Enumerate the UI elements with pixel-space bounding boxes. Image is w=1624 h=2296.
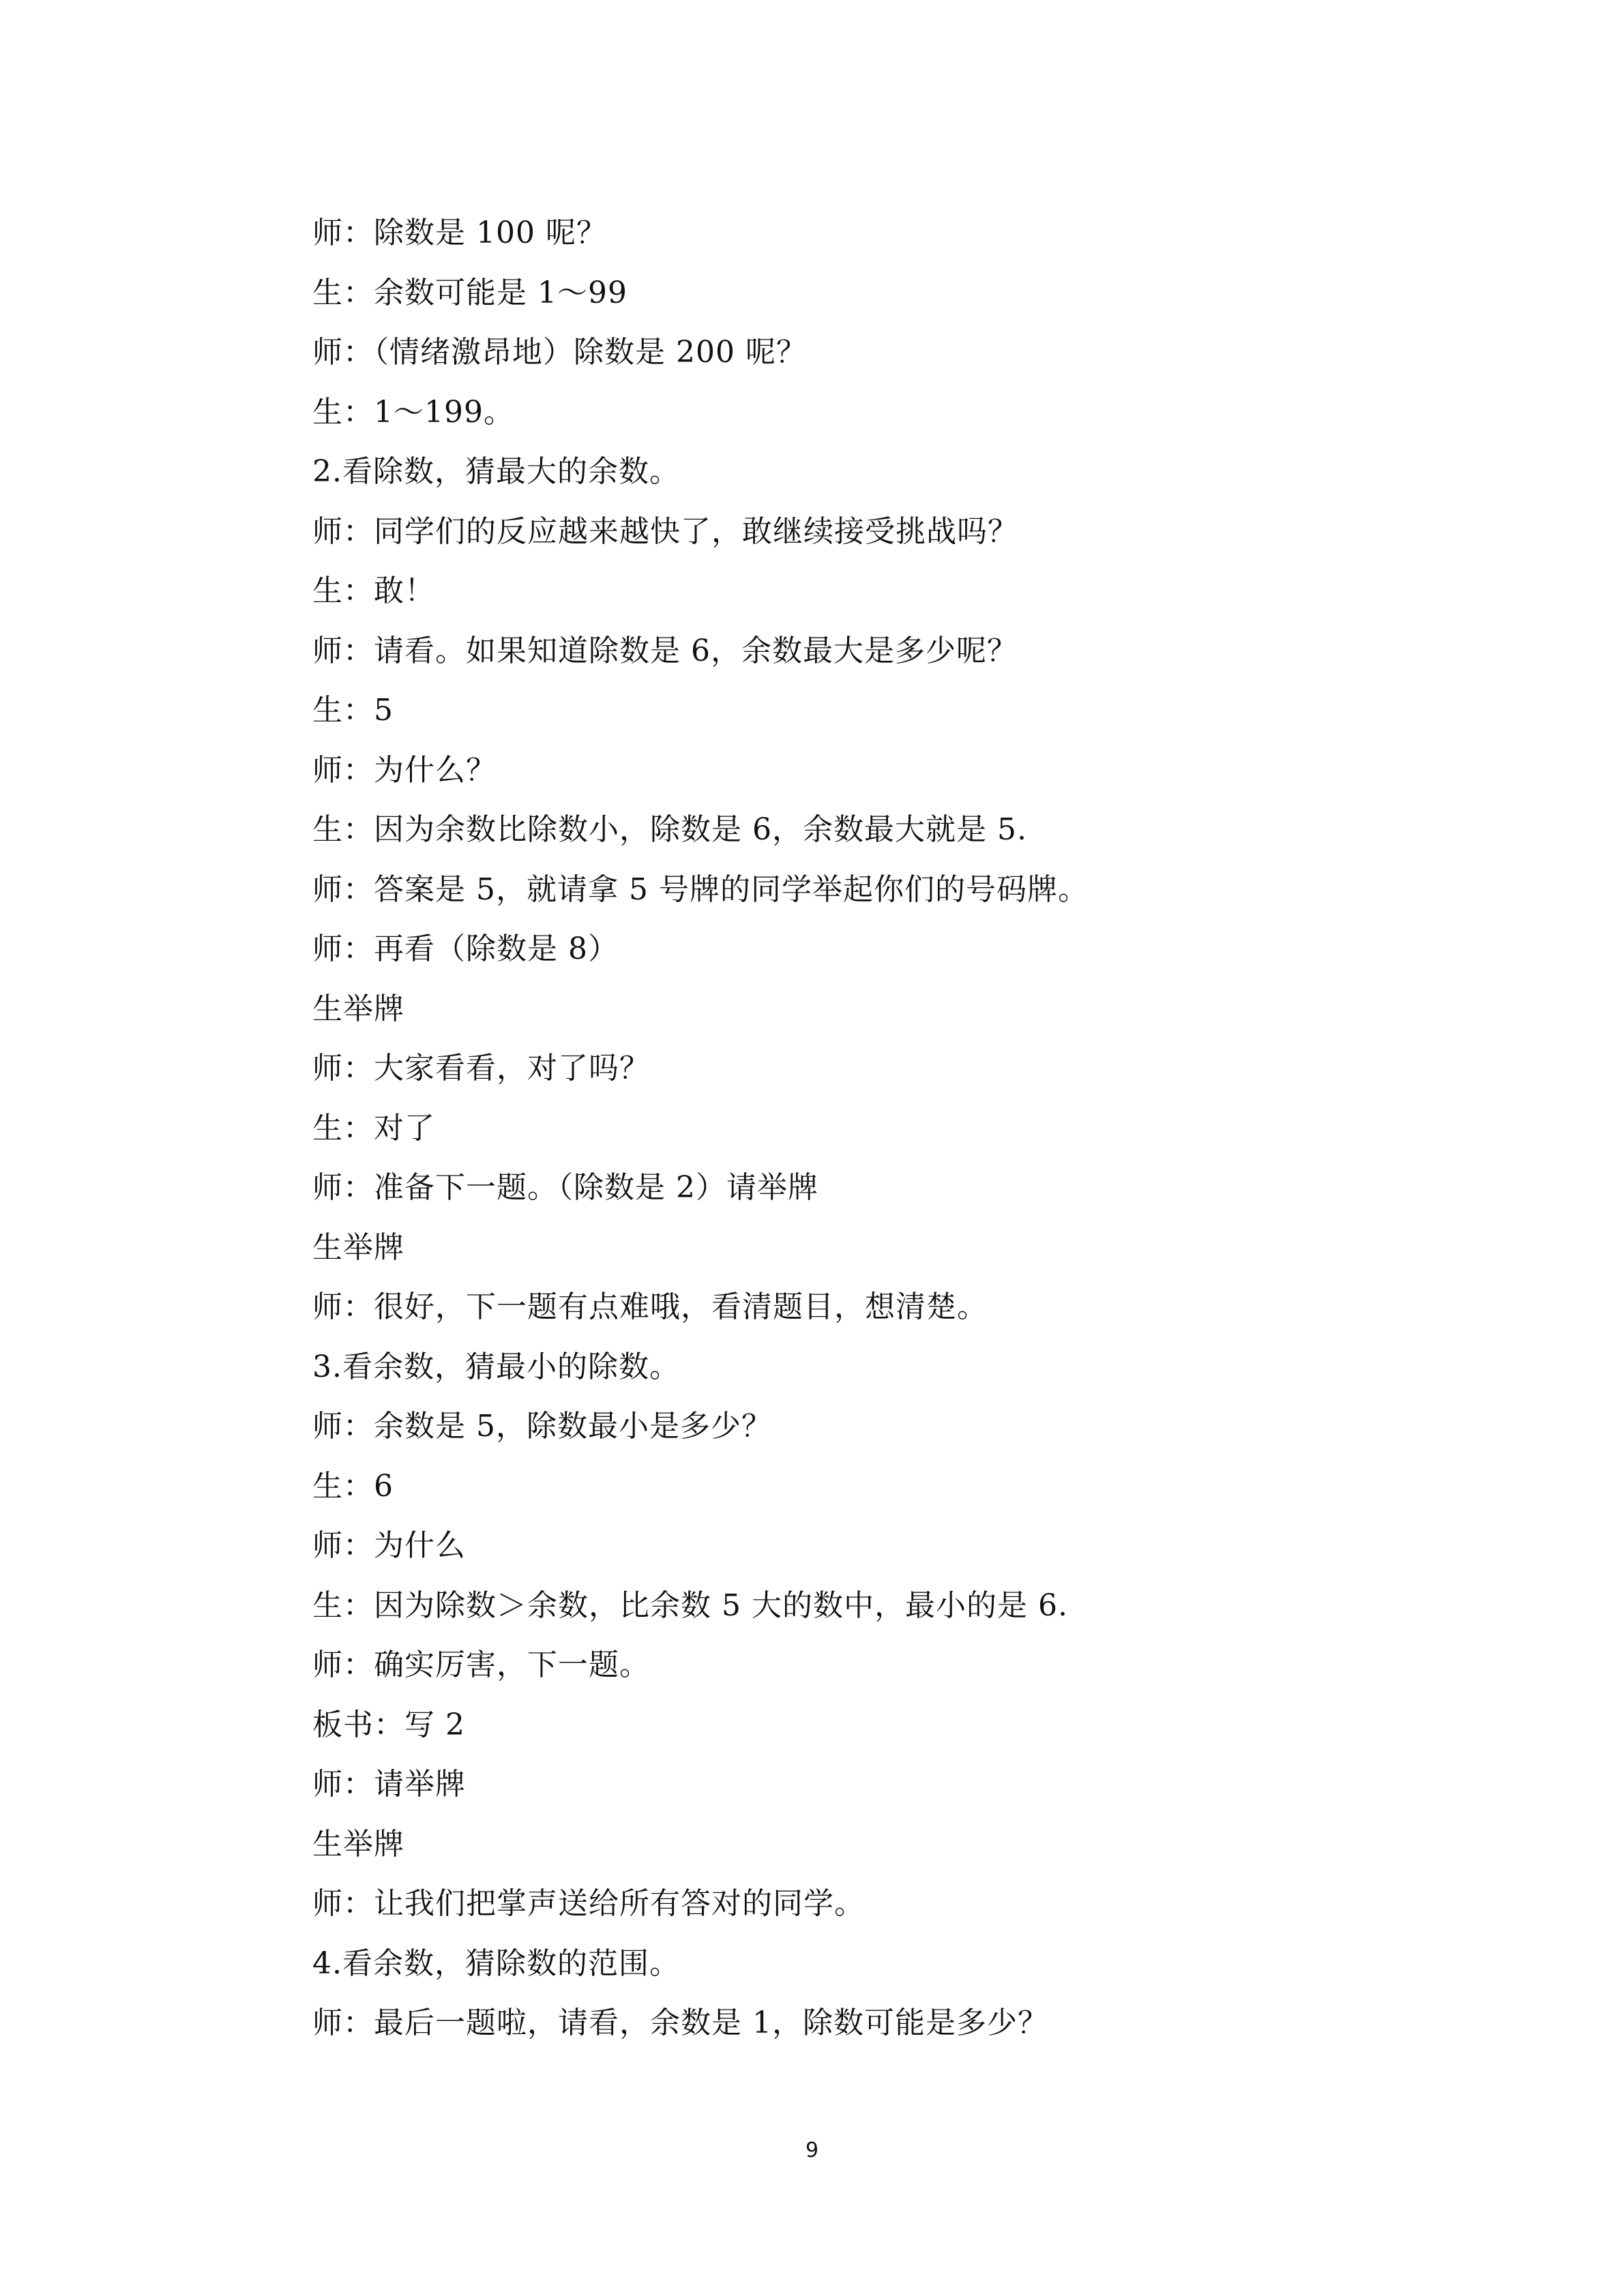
dialogue-line: 师：很好，下一题有点难哦，看清题目，想清楚。	[312, 1289, 988, 1324]
dialogue-line: 生：对了	[312, 1110, 435, 1146]
dialogue-line: 师：为什么？	[312, 752, 497, 788]
document-body	[312, 213, 1472, 2063]
dialogue-line: 师：大家看看，对了吗？	[312, 1051, 650, 1086]
dialogue-line: 师：（情绪激昂地）除数是 200 呢？	[312, 335, 807, 370]
dialogue-line: 生：因为余数比除数小，除数是 6，余数最大就是 5.	[312, 812, 1027, 847]
section-heading: 4.看余数，猜除数的范围。	[312, 1945, 680, 1981]
dialogue-line: 师：准备下一题。（除数是 2）请举牌	[312, 1170, 818, 1205]
stage-direction: 生举牌	[312, 1229, 404, 1265]
dialogue-line: 师：让我们把掌声送给所有答对的同学。	[312, 1886, 865, 1921]
dialogue-line: 师：同学们的反应越来越快了，敢继续接受挑战吗？	[312, 513, 1018, 549]
dialogue-line: 生：1～199。	[312, 394, 514, 430]
dialogue-line: 师：再看（除数是 8）	[312, 931, 619, 966]
dialogue-line: 师：请举牌	[312, 1767, 466, 1802]
dialogue-line: 生：敢！	[312, 573, 435, 608]
dialogue-line: 师：余数是 5，除数最小是多少？	[312, 1409, 772, 1444]
stage-direction: 生举牌	[312, 1826, 404, 1862]
dialogue-line: 生：因为除数＞余数，比余数 5 大的数中，最小的是 6.	[312, 1587, 1068, 1623]
board-note: 板书：写 2	[312, 1707, 465, 1742]
dialogue-line: 师：答案是 5，就请拿 5 号牌的同学举起你们的号码牌。	[312, 871, 1089, 907]
dialogue-line: 师：确实厉害，下一题。	[312, 1648, 650, 1682]
dialogue-line: 师：请看。如果知道除数是 6，余数最大是多少呢？	[312, 633, 1018, 668]
dialogue-line: 生：6	[312, 1468, 394, 1504]
stage-direction: 生举牌	[312, 991, 404, 1026]
section-heading: 2.看除数，猜最大的余数。	[312, 454, 680, 489]
dialogue-line: 师：除数是 100 呢？	[312, 215, 607, 250]
dialogue-line: 生：余数可能是 1～99	[312, 275, 628, 310]
dialogue-line: 师：为什么	[312, 1528, 466, 1563]
page-number: 9	[805, 2138, 819, 2162]
dialogue-line: 生：5	[312, 693, 394, 728]
section-heading: 3.看余数，猜最小的除数。	[312, 1349, 680, 1384]
dialogue-line: 师：最后一题啦，请看，余数是 1，除数可能是多少？	[312, 2006, 1048, 2040]
